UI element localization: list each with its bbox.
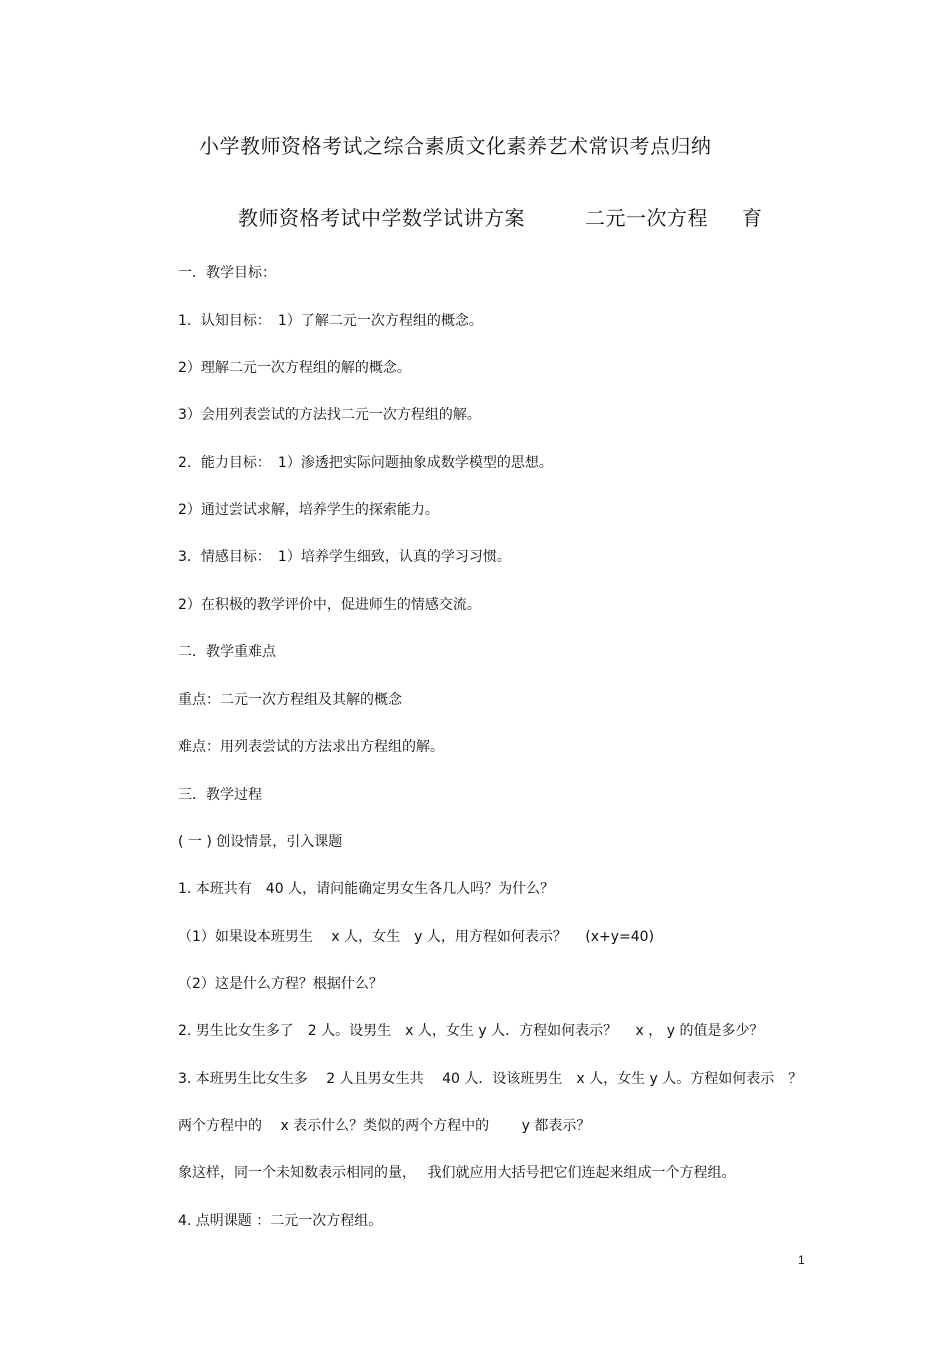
text-line: 2）通过尝试求解，培养学生的探索能力。 — [178, 502, 439, 518]
section-heading-key-points: 二．教学重难点 — [178, 644, 276, 660]
text-line: 重点：二元一次方程组及其解的概念 — [178, 692, 402, 708]
subtitle-part-2: 二元一次方程 — [585, 206, 708, 230]
text-line: 1. 本班共有 40 人，请问能确定男女生各几人吗？为什么？ — [178, 881, 555, 897]
text-line: 3）会用列表尝试的方法找二元一次方程组的解。 — [178, 407, 481, 423]
document-title: 小学教师资格考试之综合素质文化素养艺术常识考点归纳 — [199, 134, 712, 158]
text-line: 1．认知目标： 1）了解二元一次方程组的概念。 — [178, 313, 483, 329]
text-line: 2. 男生比女生多了 2 人。设男生 x 人，女生 y 人．方程如何表示？ x ， y 的值是多少？ — [178, 1023, 764, 1039]
text-line: 3．情感目标： 1）培养学生细致，认真的学习习惯。 — [178, 549, 511, 565]
text-line: （2）这是什么方程？根据什么？ — [178, 976, 383, 992]
text-line: （1）如果设本班男生 x 人，女生 y 人，用方程如何表示？ (x+y=40) — [178, 929, 655, 945]
text-line: 2．能力目标： 1）渗透把实际问题抽象成数学模型的思想。 — [178, 455, 553, 471]
subtitle-part-3: 育 — [742, 206, 763, 230]
text-line: 两个方程中的 x 表示什么？类似的两个方程中的 y 都表示？ — [178, 1118, 591, 1134]
section-heading-goals: 一．教学目标： — [178, 265, 276, 281]
text-line: 4. 点明课题 ：二元一次方程组。 — [178, 1213, 383, 1229]
text-line: 2）理解二元一次方程组的解的概念。 — [178, 360, 411, 376]
text-line: ( 一 ) 创设情景，引入课题 — [178, 834, 343, 850]
text-line: 难点：用列表尝试的方法求出方程组的解。 — [178, 739, 444, 755]
subtitle-part-1: 教师资格考试中学数学试讲方案 — [238, 206, 525, 230]
page-number: 1 — [798, 1253, 805, 1267]
text-line: 2）在积极的教学评价中，促进师生的情感交流。 — [178, 597, 481, 613]
text-line: 3. 本班男生比女生多 2 人且男女生共 40 人．设该班男生 x 人，女生 y 人。方程如何表示 ？ — [178, 1071, 803, 1087]
text-line: 象这样，同一个未知数表示相同的量， 我们就应用大括号把它们连起来组成一个方程组。 — [178, 1165, 736, 1181]
section-heading-process: 三．教学过程 — [178, 787, 262, 803]
